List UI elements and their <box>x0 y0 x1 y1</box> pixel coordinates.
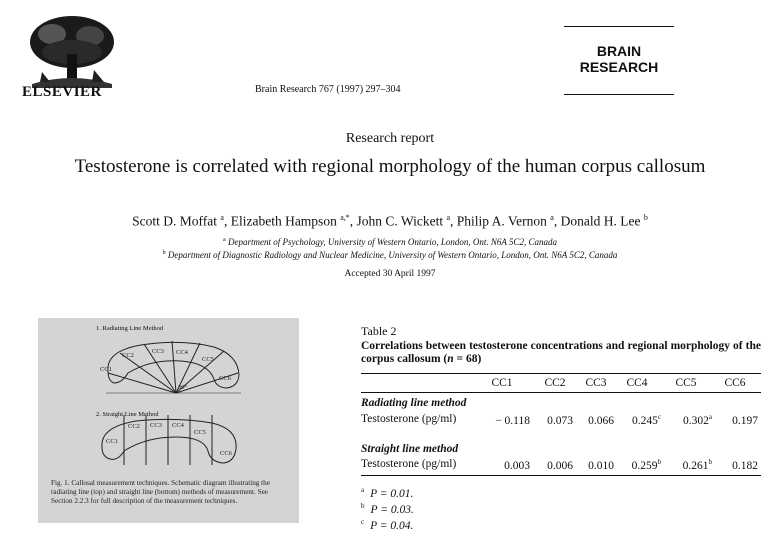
figure-caption: Fig. 1. Callosal measurement techniques. Schematic diagram illustrating the radiating line (top) and straight line (bottom) methods of measurement. See Section 2.2.3 for full description of the measurement techniques. <box>51 479 270 505</box>
table-cell <box>615 458 661 472</box>
region-label-cc3: CC3 <box>150 422 162 429</box>
table-cell-value: 0.197 <box>732 414 758 427</box>
table-rule-header <box>361 392 761 393</box>
table-cell <box>712 458 758 472</box>
journal-rule-top <box>564 26 674 27</box>
table-cell <box>484 458 530 472</box>
table-cell <box>568 413 614 427</box>
table-group-label: Straight line method <box>361 443 459 455</box>
table-rule-bottom <box>361 475 761 476</box>
author-name: Elizabeth Hampson <box>230 213 337 229</box>
affiliation-mark: b <box>162 250 166 256</box>
footnote-mark: a <box>361 486 365 494</box>
straight-method-diagram <box>102 415 236 465</box>
table-column-header: CC6 <box>724 377 746 389</box>
article-title: Testosterone is correlated with regional morphology of the human corpus callosum <box>74 156 706 177</box>
author-name: Scott D. Moffat <box>132 213 218 229</box>
footnote-mark: b <box>361 502 365 510</box>
section-label: Research report <box>345 131 435 146</box>
table-cell <box>527 413 573 427</box>
table-column-header: CC1 <box>491 377 513 389</box>
accepted-date: Accepted 30 April 1997 <box>344 269 436 279</box>
table-cell <box>666 413 712 427</box>
footnote-text: P = 0.04. <box>370 519 414 532</box>
figure-heading-straight: 2. Straight Line Method <box>96 411 159 418</box>
table-cell-value: 0.006 <box>547 459 573 472</box>
region-label-cc5: CC5 <box>202 356 214 363</box>
significance-mark: b <box>708 458 712 466</box>
table-cell-value: 0.259 <box>631 459 658 472</box>
table-footnote <box>361 502 414 516</box>
journal-name-line2: RESEARCH <box>579 59 659 75</box>
table-row-label: Testosterone (pg/ml) <box>361 413 457 425</box>
footnote-mark: c <box>361 518 365 526</box>
angle-label: 30° <box>178 384 188 391</box>
table-caption <box>361 340 761 366</box>
region-label-cc5: CC5 <box>194 429 206 436</box>
journal-rule-bottom <box>564 94 674 95</box>
affiliation-mark: a <box>223 237 226 243</box>
author-name: John C. Wickett <box>356 213 444 229</box>
figure-heading-radiating: 1. Radiating Line Method <box>96 325 164 332</box>
table-cell-value: 0.010 <box>588 459 614 472</box>
footnote-text: P = 0.03. <box>370 503 414 516</box>
region-label-cc6: CC6 <box>219 375 231 382</box>
affiliation-text: Department of Diagnostic Radiology and Nuclear Medicine, University of Western Ontario, London, Ont. N6A 5C2, Canada <box>167 250 618 260</box>
table-cell-value: 0.073 <box>547 414 573 427</box>
table-cell-value: 0.003 <box>504 459 530 472</box>
publisher-logo-tree <box>22 12 122 92</box>
region-label-cc2: CC2 <box>122 352 134 359</box>
table-cell-value: 0.245 <box>632 414 658 427</box>
author-name: Philip A. Vernon <box>456 213 547 229</box>
callosum-diagram <box>96 333 246 468</box>
affiliation-text: Department of Psychology, University of Western Ontario, London, Ont. N6A 5C2, Canada <box>227 237 557 247</box>
author-list: Scott D. Moffat $^a$, Elizabeth Hampson $^{a,*}$, John C. Wickett $^a$, Philip A. Vernon $^a$, Donald H. Lee $^b$ <box>132 213 648 229</box>
table-cell <box>615 413 661 427</box>
table-cell <box>666 458 712 472</box>
author-affil-mark: b <box>643 213 648 222</box>
table-cell-value: − 0.118 <box>495 414 530 427</box>
significance-mark: b <box>657 458 661 466</box>
region-label-cc1: CC1 <box>100 366 112 373</box>
affiliation <box>0 250 780 260</box>
region-label-cc4: CC4 <box>176 349 188 356</box>
table-column-header: CC4 <box>626 377 648 389</box>
author-affil-mark: a <box>446 213 451 222</box>
author-affil-mark: a,* <box>340 213 350 222</box>
table-caption-tail: = 68) <box>453 353 482 365</box>
table-rule-top <box>361 373 761 374</box>
table-cell <box>527 458 573 472</box>
radiating-method-diagram <box>106 341 241 393</box>
table-cell <box>712 413 758 427</box>
author-name: Donald H. Lee <box>560 213 641 229</box>
table-column-header: CC3 <box>585 377 607 389</box>
table-row-label: Testosterone (pg/ml) <box>361 458 457 470</box>
journal-citation: Brain Research 767 (1997) 297–304 <box>255 84 401 95</box>
table-caption-n: n <box>447 353 454 365</box>
significance-mark: a <box>708 413 712 421</box>
region-label-cc1: CC1 <box>106 438 118 445</box>
table-footnote <box>361 518 413 532</box>
table-column-header: CC2 <box>544 377 566 389</box>
publisher-name: ELSEVIER <box>22 84 102 100</box>
table-cell <box>568 458 614 472</box>
table-cell-value: 0.302 <box>683 414 709 427</box>
table-cell-value: 0.261 <box>682 459 709 472</box>
table-cell <box>484 413 530 427</box>
table-column-header: CC5 <box>675 377 697 389</box>
affiliation <box>0 237 780 247</box>
table-cell-value: 0.182 <box>732 459 758 472</box>
region-label-cc4: CC4 <box>172 422 184 429</box>
significance-mark: c <box>657 413 661 421</box>
table-cell-value: 0.066 <box>588 414 614 427</box>
table-group-label: Radiating line method <box>361 397 467 409</box>
table-caption-text: Correlations between testosterone concentrations and regional morphology of the corpus callosum ( <box>361 340 761 365</box>
author-affil-mark: a <box>550 213 554 222</box>
footnote-text: P = 0.01. <box>370 487 414 500</box>
table-label: Table 2 <box>361 324 397 338</box>
journal-name-line1: BRAIN <box>596 43 642 59</box>
region-label-cc6: CC6 <box>220 450 232 457</box>
region-label-cc3: CC3 <box>152 348 164 355</box>
table-footnote <box>361 486 413 500</box>
author-affil-mark: a <box>220 213 224 222</box>
region-label-cc2: CC2 <box>128 423 140 430</box>
